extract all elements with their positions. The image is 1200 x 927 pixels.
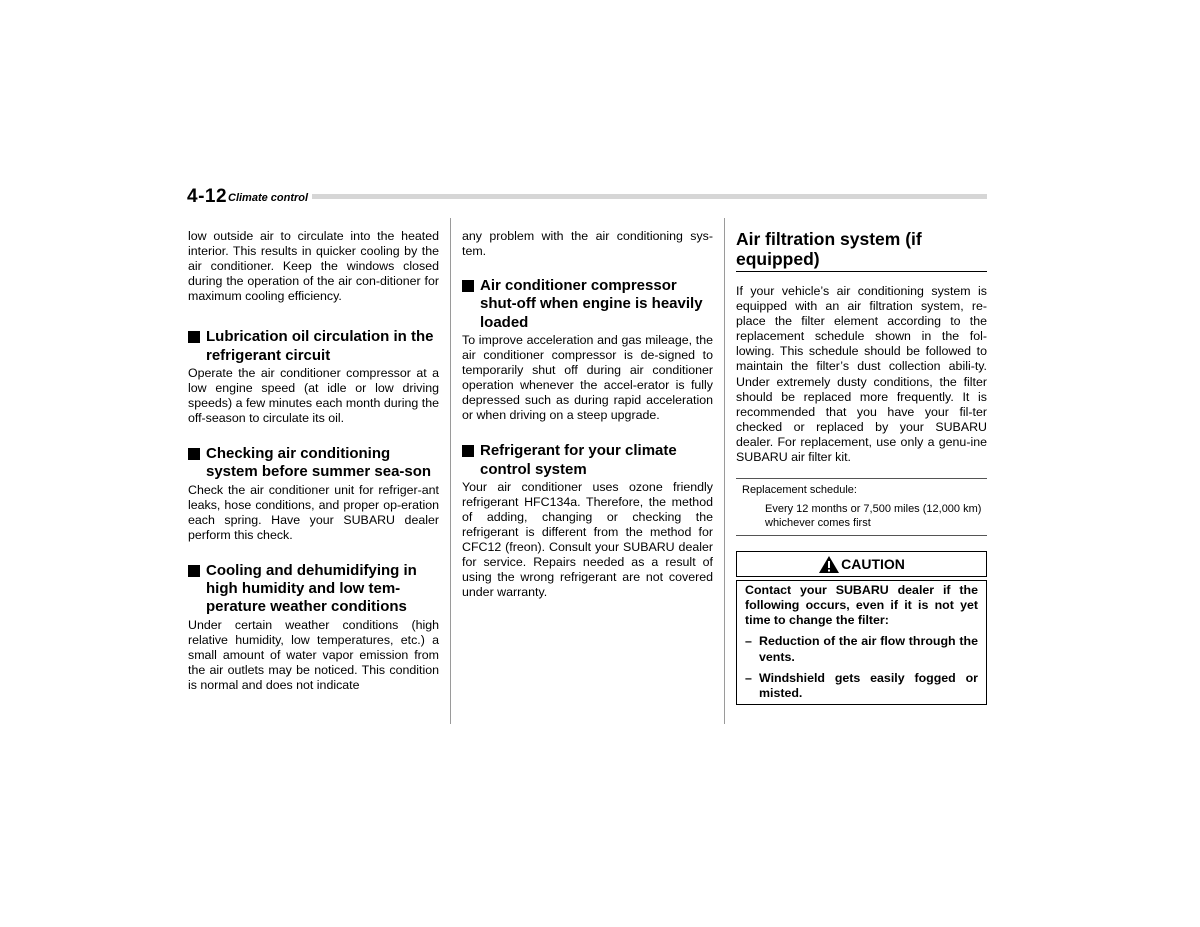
heading-checking: Checking air conditioning system before summer sea-son — [188, 445, 439, 481]
dash-bullet: – — [745, 670, 752, 685]
paragraph-checking: Check the air conditioner unit for refriger-ant leaks, hose conditions, and proper op-eration each spring. Have your SUBARU dealer perform this check. — [188, 482, 439, 542]
square-bullet-icon — [188, 331, 200, 343]
paragraph-compressor: To improve acceleration and gas mileage, the air conditioner compressor is de-signed to temporarily shut off during air conditioner operation whenever the accel-erator is fully depressed such as during rapid acceleration or when driving on a steep upgrade. — [462, 332, 713, 423]
paragraph-cooling: Under certain weather conditions (high relative humidity, low temperatures, etc.) a small amount of water vapor emission from the air outlets may be noticed. This condition is normal and does not indicate — [188, 617, 439, 693]
caution-label: CAUTION — [841, 556, 905, 573]
square-bullet-icon — [462, 280, 474, 292]
caution-box — [736, 580, 987, 705]
replacement-schedule — [736, 478, 987, 536]
caution-item — [745, 634, 978, 664]
paragraph-lubrication: Operate the air conditioner compressor at a low engine speed (at idle or low driving speeds) a few minutes each month during the off-season to circulate its oil. — [188, 365, 439, 426]
column-3 — [736, 229, 987, 705]
column-divider-1 — [450, 218, 451, 724]
heading-refrigerant: Refrigerant for your climate control system — [462, 442, 713, 478]
square-bullet-icon — [188, 448, 200, 460]
caution-item — [745, 671, 978, 701]
schedule-label: Replacement schedule: — [742, 484, 857, 497]
section-title-air-filtration: Air filtration system (if equipped) — [736, 229, 987, 272]
page-header — [187, 186, 987, 208]
square-bullet-icon — [188, 565, 200, 577]
column-2 — [462, 229, 713, 601]
caution-item-text: Windshield gets easily fogged or misted. — [759, 670, 978, 700]
heading-lubrication: Lubrication oil circulation in the refrigerant circuit — [188, 328, 439, 364]
caution-header — [736, 551, 987, 577]
caution-item-text: Reduction of the air flow through the vents. — [759, 634, 978, 664]
chapter-title: Climate control — [228, 192, 309, 204]
dash-bullet: – — [745, 634, 752, 649]
column-1 — [188, 229, 439, 693]
heading-compressor: Air conditioner compressor shut-off when engine is heavily loaded — [462, 277, 713, 332]
schedule-item: Every 12 months or 7,500 miles (12,000 km) whichever comes first — [736, 502, 987, 536]
caution-intro: Contact your SUBARU dealer if the following occurs, even if it is not yet time to change the filter: — [745, 583, 978, 628]
column-divider-2 — [724, 218, 725, 724]
page-number: 4-12 — [187, 186, 228, 207]
paragraph-air-filtration: If your vehicle’s air conditioning system is equipped with an air filtration system, re-place the filter element according to the replacement schedule shown in the fol-lowing. This schedule should be followed to maintain the filter’s dust collection abili-ty. Under extremely dusty conditions, the filter should be replaced more frequently. It is recommended that you have your fil-ter checked or replaced by your SUBARU dealer. For replacement, use only a genu-ine SUBARU air filter kit. — [736, 284, 987, 465]
header-rule — [312, 194, 987, 199]
paragraph-intro: low outside air to circulate into the heated interior. This results in quicker cooling by the air conditioner. Keep the windows closed during the operation of the air con-ditioner for maximum cooling efficiency. — [188, 229, 439, 304]
square-bullet-icon — [462, 445, 474, 457]
heading-cooling: Cooling and dehumidifying in high humidity and low tem-perature weather conditions — [188, 562, 439, 617]
paragraph-continued: any problem with the air conditioning sys-tem. — [462, 229, 713, 259]
warning-triangle-icon — [818, 555, 840, 574]
paragraph-refrigerant: Your air conditioner uses ozone friendly refrigerant HFC134a. Therefore, the method of adding, changing or checking the refrigerant is different from the method for CFC12 (freon). Consult your SUBARU dealer for service. Repairs needed as a result of using the wrong refrigerant are not covered under warranty. — [462, 479, 713, 600]
